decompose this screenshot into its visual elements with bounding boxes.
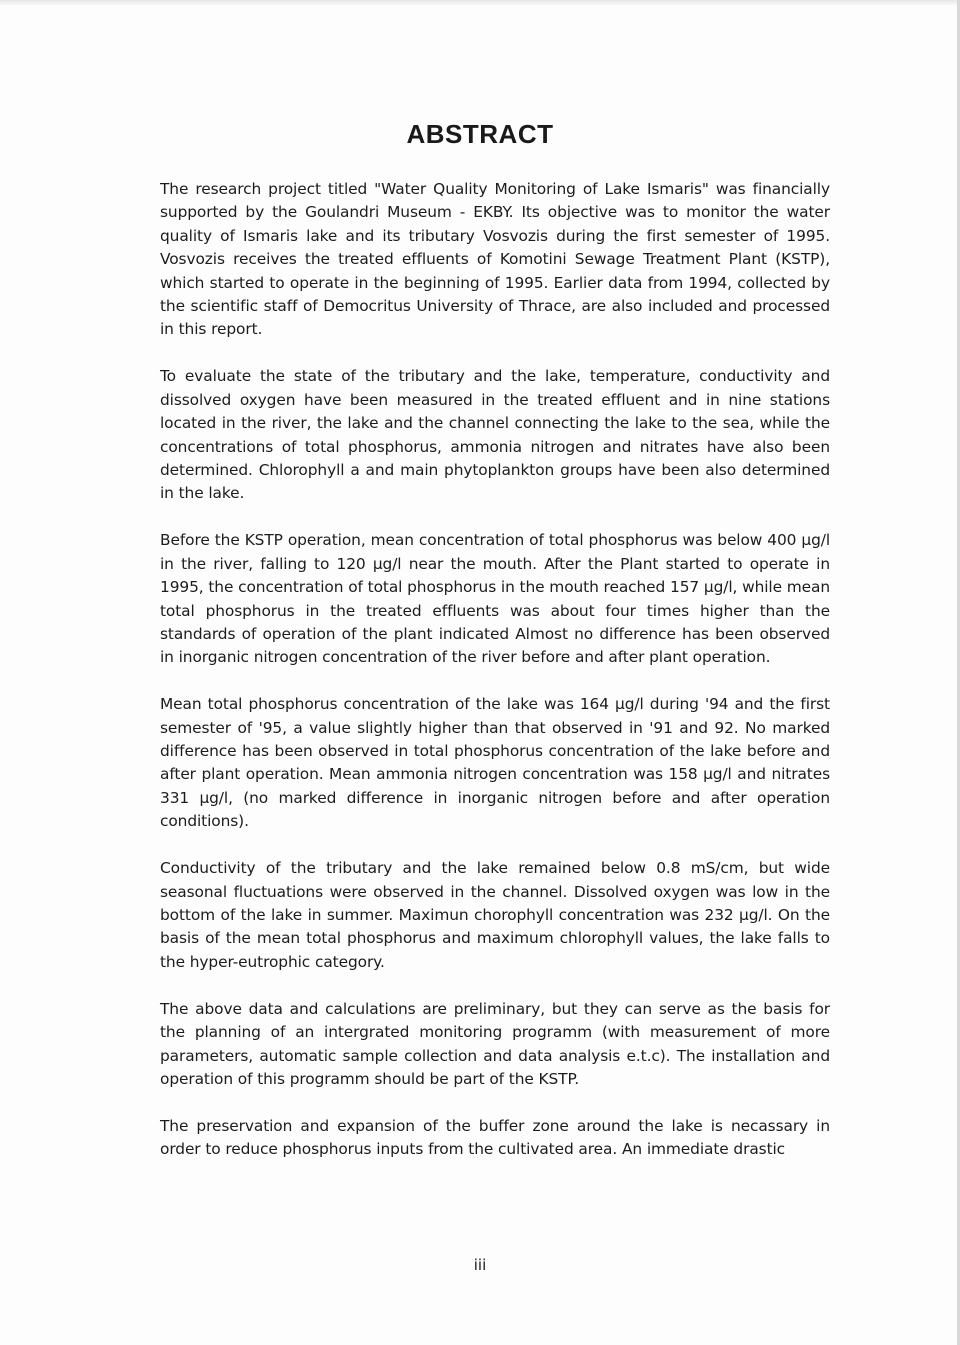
page-title: ABSTRACT xyxy=(406,119,554,149)
page-number: iii xyxy=(473,1256,487,1274)
paragraph-river-results: Before the KSTP operation, mean concentration of total phosphorus was below 400 µg/l in the river, falling to 120 µg/l near the mouth. After the Plant started to operate in 1995, the concentration of total phosphorus in the mouth reached 157 µg/l, while mean total phosphorus in the treated effluents was about four times higher than the standards of operation of the plant indicated Almost no difference has been observed in inorganic nitrogen concentration of the river before and after plant operation. xyxy=(160,531,830,667)
scan-top-shadow xyxy=(0,0,960,6)
paragraph-conductivity: Conductivity of the tributary and the lake remained below 0.8 mS/cm, but wide seasonal fluctuations were observed in the channel. Dissolved oxygen was low in the bottom of the lake in summer. Maximun chorophyll concentration was 232 µg/l. On the basis of the mean total phosphorus and maximum chlorophyll values, the lake falls to the hyper-eutrophic category. xyxy=(160,859,830,971)
abstract-body xyxy=(160,178,830,1185)
paragraph-project-intro: The research project titled "Water Quality Monitoring of Lake Ismaris" was financially supported by the Goulandri Museum - EKBY. Its objective was to monitor the water quality of Ismaris lake and its tributary Vosvozis during the first semester of 1995. Vosvozis receives the treated effluents of Komotini Sewage Treatment Plant (KSTP), which started to operate in the beginning of 1995. Earlier data from 1994, collected by the scientific staff of Democritus University of Thrace, are also included and processed in this report. xyxy=(160,180,830,339)
paragraph-methods: To evaluate the state of the tributary and the lake, temperature, conductivity and dissolved oxygen have been measured in the treated effluent and in nine stations located in the river, the lake and the channel connecting the lake to the sea, while the concentrations of total phosphorus, ammonia nitrogen and nitrates have also been determined. Chlorophyll a and main phytoplankton groups have been also determined in the lake. xyxy=(160,367,830,503)
paragraph-preliminary: The above data and calculations are preliminary, but they can serve as the basis for the planning of an intergrated monitoring programm (with measurement of more parameters, automatic sample collection and data analysis e.t.c). The installation and operation of this programm should be part of the KSTP. xyxy=(160,999,830,1088)
paragraph-buffer-zone: The preservation and expansion of the buffer zone around the lake is necassary in order to reduce phosphorus inputs from the cultivated area. An immediate drastic xyxy=(160,1116,830,1159)
paragraph-lake-results: Mean total phosphorus concentration of the lake was 164 µg/l during '94 and the first semester of '95, a value slightly higher than that observed in '91 and 92. No marked difference has been observed in total phosphorus concentration of the lake before and after plant operation. Mean ammonia nitrogen concentration was 158 µg/l and nitrates 331 µg/l, (no marked difference in inorganic nitrogen before and after operation conditions). xyxy=(160,695,830,831)
